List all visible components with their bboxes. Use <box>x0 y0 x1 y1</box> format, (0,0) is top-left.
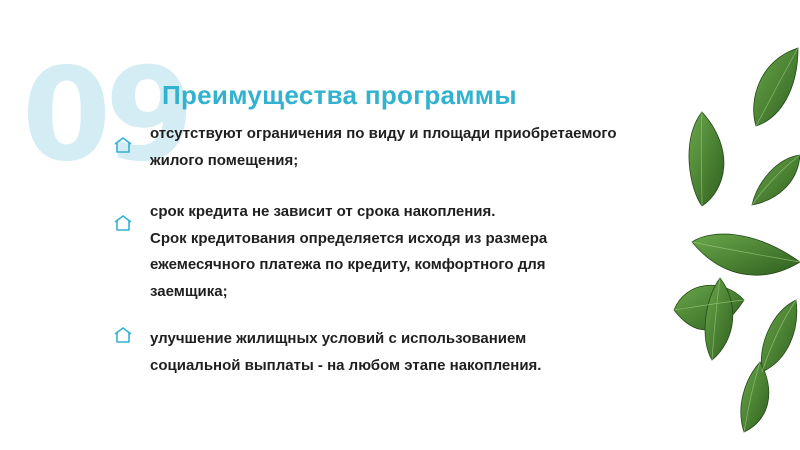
leaf-icon <box>741 362 769 432</box>
list-item-line: ежемесячного платежа по кредиту, комфортного для <box>150 256 546 273</box>
list-item-line: срок кредита не зависит от срока накопления. <box>150 203 496 220</box>
slide-title: Преимущества программы <box>162 80 517 110</box>
list-item-line: жилого помещения; <box>150 151 299 169</box>
house-outline-icon <box>113 326 133 344</box>
leaf-icon <box>761 300 796 372</box>
list-item <box>150 326 680 379</box>
list-item-line: отсутствуют ограничения по виду и площади приобретаемого <box>150 125 617 142</box>
house-outline-icon <box>113 136 133 154</box>
slide-number: 09 <box>22 41 189 190</box>
list-item-line: заемщика; <box>150 282 228 300</box>
list-item <box>150 199 680 305</box>
list-item <box>150 121 680 174</box>
green-leaves-icon <box>640 0 800 450</box>
leaf-icon <box>692 234 800 275</box>
leaf-icon <box>752 155 800 205</box>
list-item-line: социальной выплаты - на любом этапе накопления. <box>150 356 542 374</box>
list-item-line: улучшение жилищных условий с использованием <box>150 330 527 347</box>
list-item-line: Срок кредитования определяется исходя из размера <box>150 229 548 247</box>
house-outline-icon <box>113 214 133 232</box>
leaf-icon <box>689 112 724 206</box>
